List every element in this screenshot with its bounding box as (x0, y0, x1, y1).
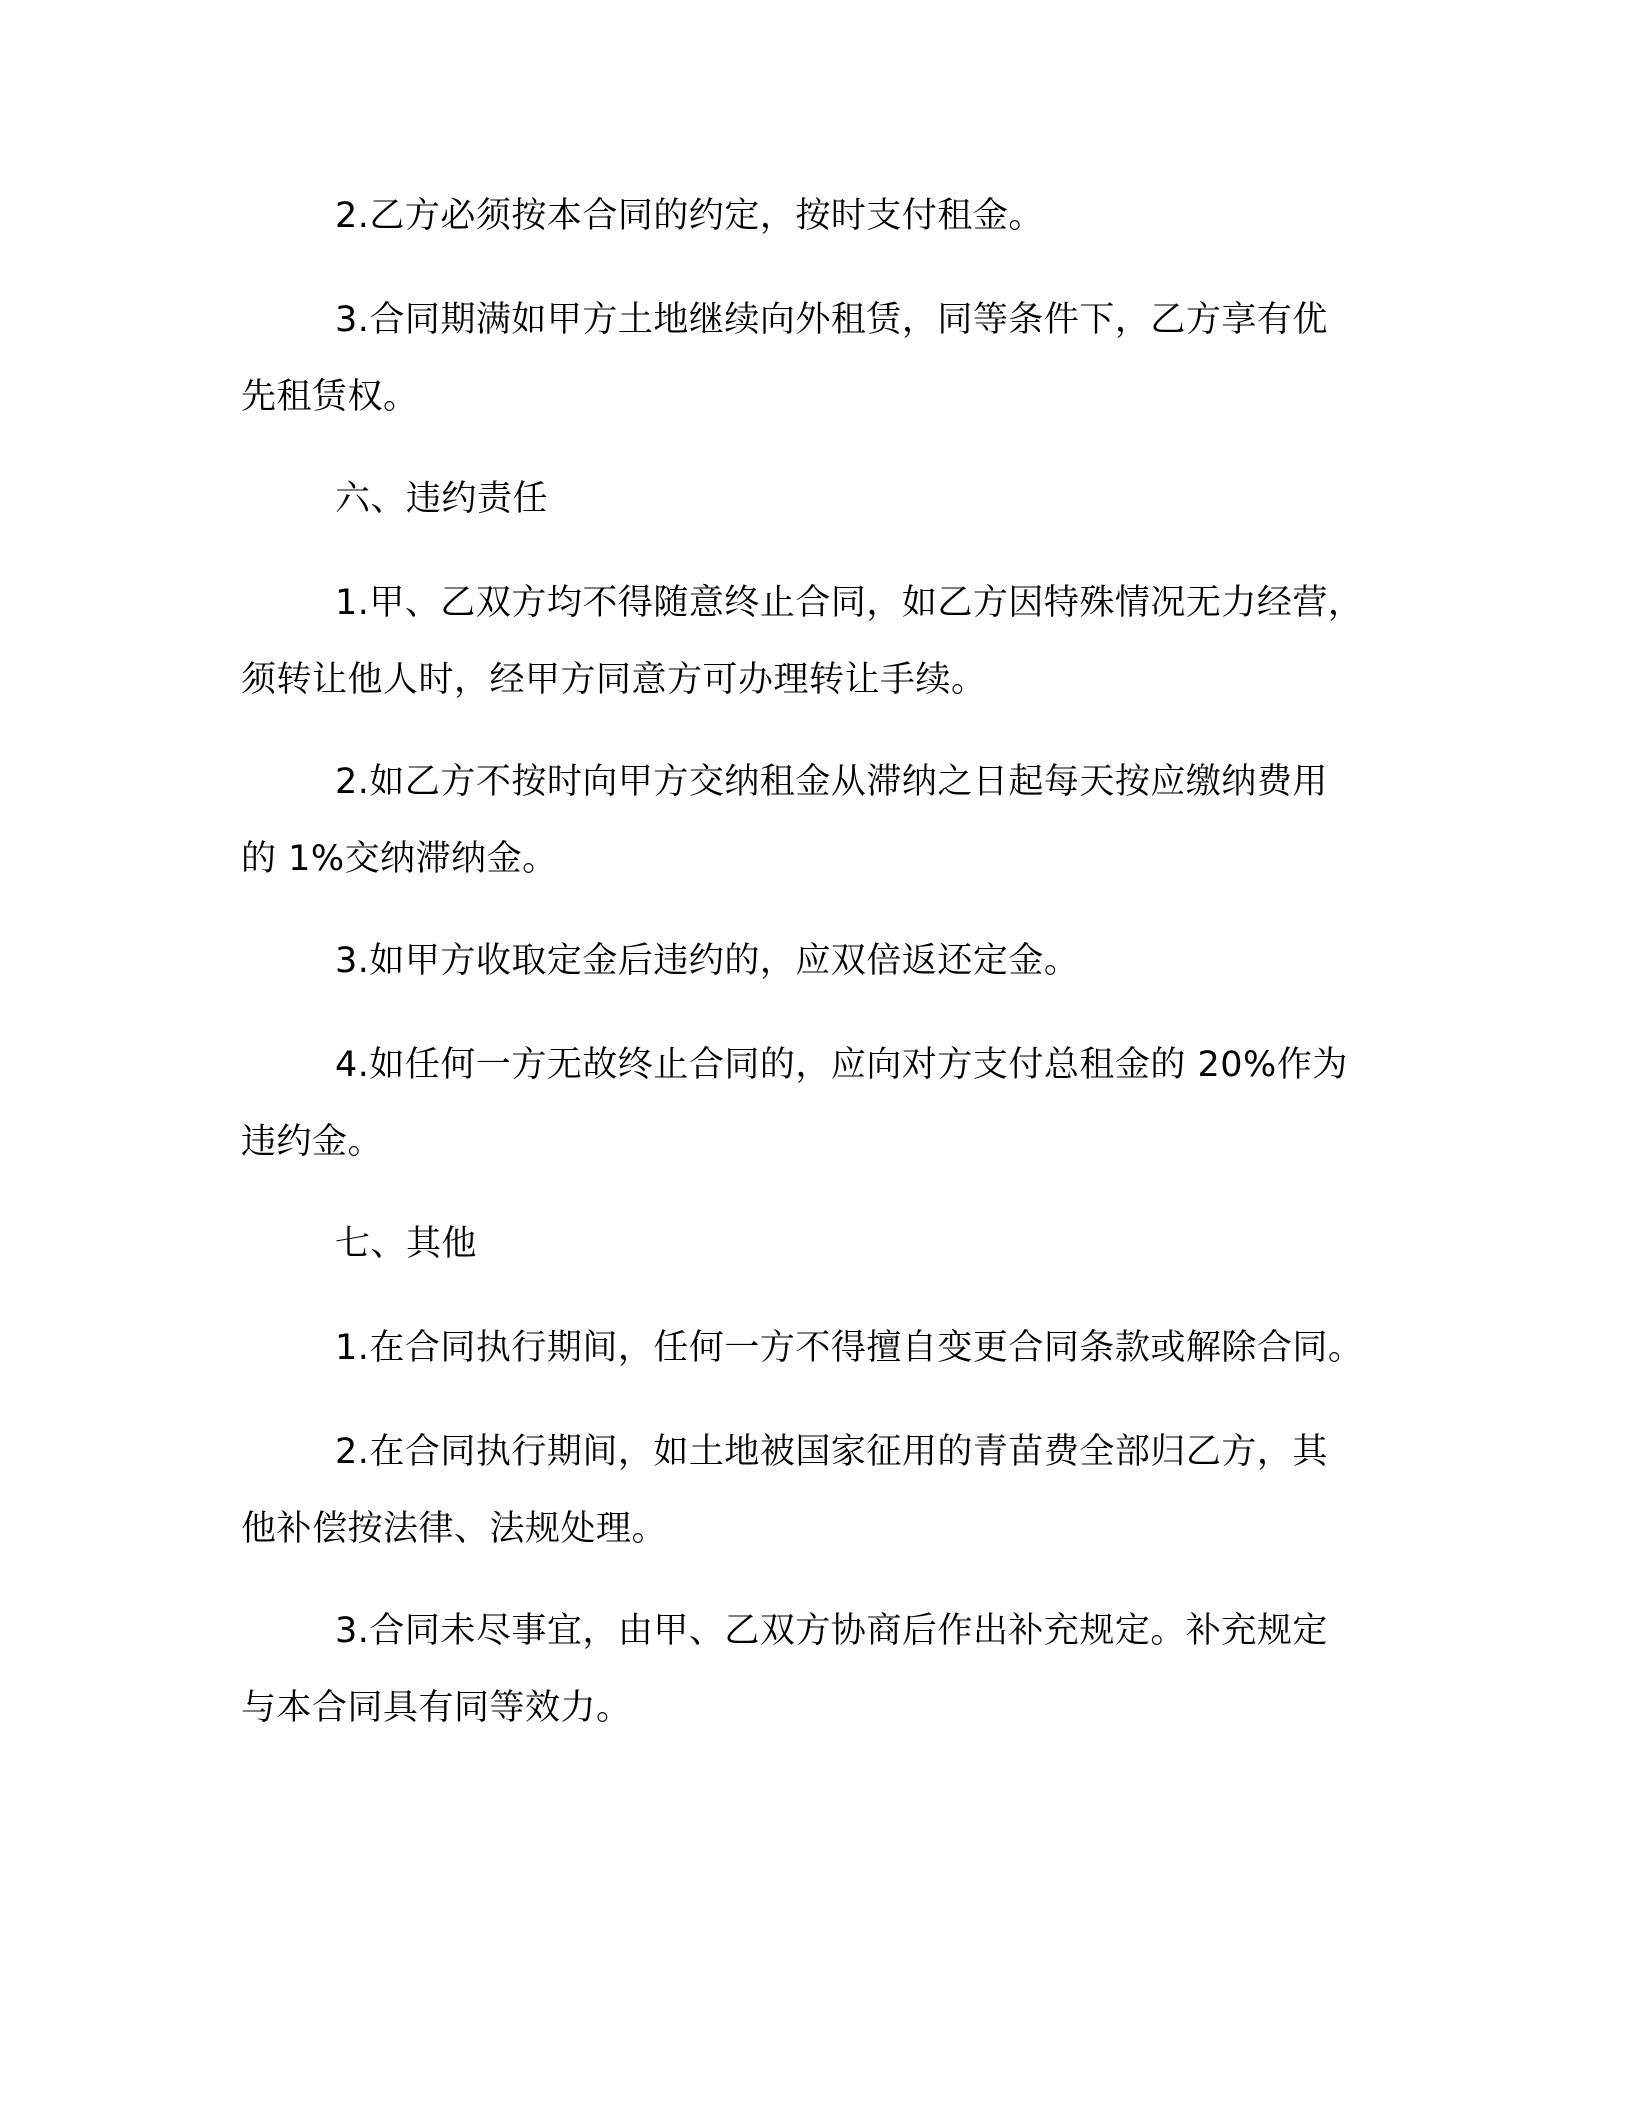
section-heading: 七、其他 (335, 1224, 478, 1264)
text-line: 2.如乙方不按时向甲方交纳租金从滞纳之日起每天按应缴纳费用 (335, 762, 1328, 802)
text-line: 1.甲、乙双方均不得随意终止合同，如乙方因特殊情况无力经营， (335, 583, 1364, 623)
clause-7-3 (241, 1593, 1373, 1747)
clause-5-2 (241, 178, 1373, 255)
text-line: 2.在合同执行期间，如土地被国家征用的青苗费全部归乙方，其 (335, 1432, 1328, 1472)
clause-6-4 (241, 1027, 1373, 1181)
text-line: 3.合同期满如甲方土地继续向外租赁，同等条件下，乙方享有优 (335, 300, 1328, 340)
text-line: 与本合同具有同等效力。 (241, 1688, 632, 1728)
text-line: 先租赁权。 (241, 377, 419, 417)
clause-6-1 (241, 565, 1373, 719)
text-line: 3.如甲方收取定金后违约的，应双倍返还定金。 (335, 941, 1080, 981)
section-heading-7 (241, 1206, 1373, 1283)
clause-7-2 (241, 1414, 1373, 1568)
text-line: 须转让他人时，经甲方同意方可办理转让手续。 (241, 660, 987, 700)
clause-7-1 (241, 1310, 1373, 1387)
text-line: 他补偿按法律、法规处理。 (241, 1509, 668, 1549)
text-line: 3.合同未尽事宜，由甲、乙双方协商后作出补充规定。补充规定 (335, 1611, 1328, 1651)
clause-5-3 (241, 282, 1373, 436)
section-heading: 六、违约责任 (335, 479, 549, 519)
text-line: 4.如任何一方无故终止合同的，应向对方支付总租金的 20%作为 (335, 1045, 1348, 1085)
text-line: 的 1%交纳滞纳金。 (241, 839, 558, 879)
text-line: 1.在合同执行期间，任何一方不得擅自变更合同条款或解除合同。 (335, 1328, 1364, 1368)
clause-6-2 (241, 744, 1373, 898)
text-line: 违约金。 (241, 1122, 384, 1162)
clause-6-3 (241, 923, 1373, 1000)
text-line: 2.乙方必须按本合同的约定，按时支付租金。 (335, 196, 1044, 236)
section-heading-6 (241, 461, 1373, 538)
